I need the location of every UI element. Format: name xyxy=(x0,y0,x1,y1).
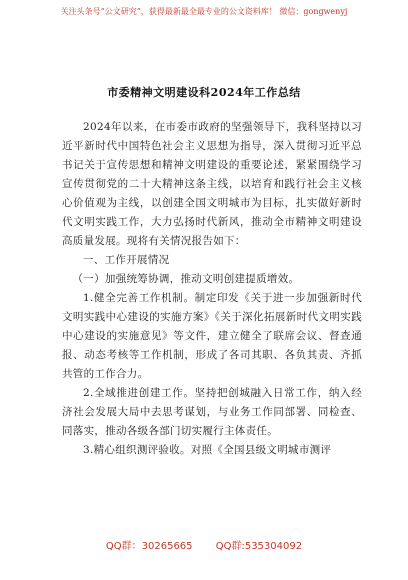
banner-text: 关注头条号“公文研究”，获得最新最全最专业的公文资料库！ 微信：gongwenyj xyxy=(60,7,348,16)
document-title: 市委精神文明建设科2024年工作总结 xyxy=(107,86,301,99)
intro-paragraph: 2024年以来，在市委市政府的坚强领导下，我科坚持以习近平新时代中国特色社会主义思想为指导，深入贯彻习近平总书记关于宣传思想和精神文明建设的重要论述，紧紧围绕学习宣传贯彻党的二十大精神这条主线，以培育和践行社会主义核心价值观为主线，以创建全国文明城市为目标，扎实做好新时代文明实践工作，大力弘扬时代新风，推动全市精神文明建设高质量发展。现将有关情况报告如下： xyxy=(62,121,362,247)
section-heading: 一、工作开展情况 xyxy=(83,254,170,266)
top-banner xyxy=(0,6,408,44)
footer xyxy=(0,537,408,552)
item-paragraph-2: 2.全域推进创建工作。坚持把创城融入日常工作，纳入经济社会发展大局中去思考谋划，与业务工作同部署、同检查、同落实，推动各级各部门切实履行主体责任。 xyxy=(62,387,362,437)
subsection-heading: （一）加强统筹协调，推动文明创建提质增效。 xyxy=(72,273,300,285)
footer-qq-group-1: QQ群：30265665 xyxy=(105,541,193,552)
footer-qq-group-2: QQ群:535304092 xyxy=(215,541,303,552)
item-paragraph-1: 1.健全完善工作机制。制定印发《关于进一步加强新时代文明实践中心建设的实施方案》《关于深化拓展新时代文明实践中心建设的实施意见》等文件，建立健全了联席会议、督查通报、动态考核等工作机制，形成了各司其职、各负其责、齐抓共管的工作合力。 xyxy=(62,292,362,380)
document-body xyxy=(62,118,362,460)
item-paragraph-3: 3.精心组织测评验收。对照《全国县级文明城市测评 xyxy=(83,444,332,456)
